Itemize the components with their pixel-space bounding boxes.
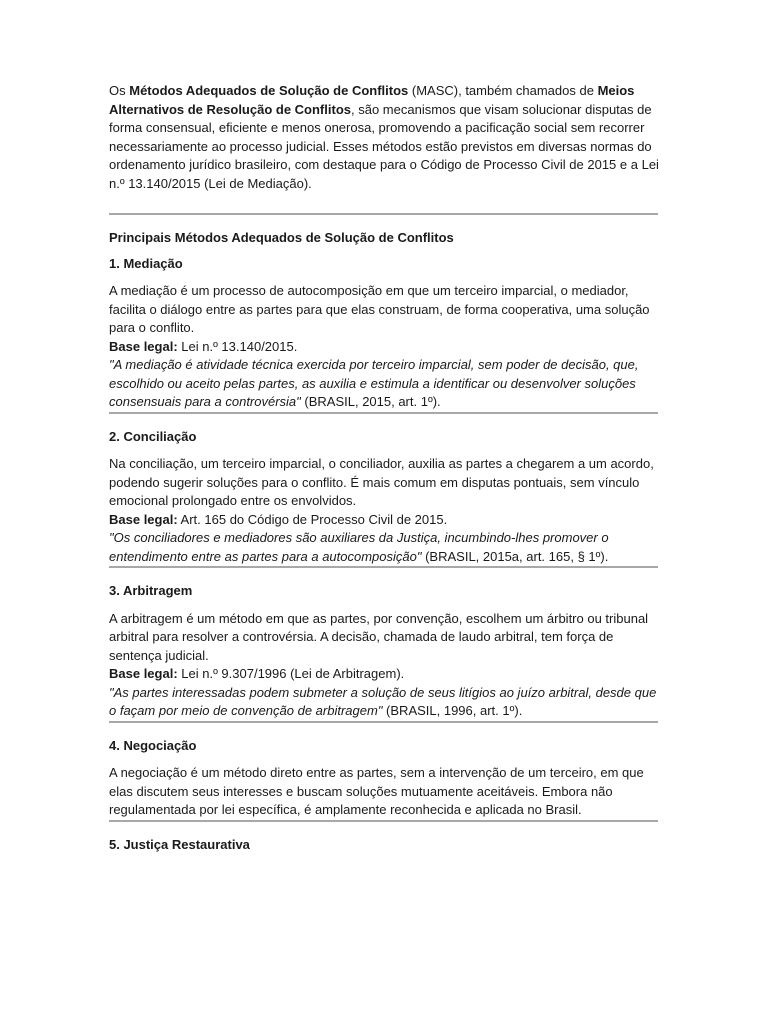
section-title-justica-restaurativa: 5. Justiça Restaurativa (109, 836, 250, 852)
section-description: A negociação é um método direto entre as partes, sem a intervenção de um terceiro, em que elas discutem seus interesses e buscam soluções mutuamente aceitáveis. Embora não regulamentada por lei específica, é amplamente reconhecida e aplicada no Brasil. (109, 765, 644, 817)
section-title-conciliacao: 2. Conciliação (109, 428, 197, 444)
intro-bold-1: Métodos Adequados de Solução de Conflitos (129, 83, 409, 98)
intro-text-2: (MASC), também chamados de (408, 83, 598, 98)
legal-citation: (BRASIL, 2015, art. 1º). (300, 394, 441, 409)
divider (109, 820, 658, 822)
section-body-arbitragem (109, 610, 661, 721)
section-description: A arbitragem é um método em que as partes, por convenção, escolhem um árbitro ou tribunal arbitral para resolver a controvérsia. A decisão, chamada de laudo arbitral, tem força de sentença judicial. (109, 610, 649, 663)
intro-text-1: Os (109, 83, 130, 98)
section-body-mediacao (109, 282, 661, 412)
section-title-negociacao: 4. Negociação (109, 737, 197, 753)
section-description: Na conciliação, um terceiro imparcial, o conciliador, auxilia as partes a chegarem a um acordo, podendo sugerir soluções para o conflito. É mais comum em disputas pontuais, sem vínculo emocional prolongado entre os envolvidos. (109, 456, 654, 508)
base-legal-value: Lei n.º 9.307/1996 (Lei de Arbitragem). (177, 666, 405, 681)
section-title-arbitragem: 3. Arbitragem (109, 583, 193, 598)
intro-text-3: , são mecanismos que visam solucionar disputas de forma consensual, eficiente e menos onerosa, promovendo a pacificação social sem recorrer necessariamente ao processo judicial. Esses métodos estão previstos em diversas normas do ordenamento jurídico brasileiro, com destaque para o Código de Processo Civil de 2015 e a Lei n.º 13.140/2015 (Lei de Mediação). (109, 101, 659, 191)
base-legal-value: Lei n.º 13.140/2015. (177, 338, 298, 354)
intro-paragraph (109, 82, 661, 193)
main-heading: Principais Métodos Adequados de Solução de Conflitos (109, 230, 454, 245)
section-body-conciliacao (109, 455, 661, 566)
intro-bold-2: Meios Alternativos de Resolução de Conflitos (109, 83, 635, 117)
divider (109, 213, 658, 215)
section-title-mediacao: 1. Mediação (109, 255, 183, 271)
legal-quote: "As partes interessadas podem submeter a solução de seus litígios ao juízo arbitral, desde que o façam por meio de convenção de arbitragem" (109, 684, 657, 718)
base-legal-label: Base legal: (109, 511, 178, 527)
legal-citation: (BRASIL, 1996, art. 1º). (382, 703, 523, 718)
base-legal-value: Art. 165 do Código de Processo Civil de 2015. (177, 511, 448, 527)
divider (109, 566, 658, 568)
divider (109, 412, 658, 414)
divider (109, 721, 658, 723)
document-body (109, 82, 661, 854)
legal-quote: "A mediação é atividade técnica exercida por terceiro imparcial, sem poder de decisão, que, escolhido ou aceito pelas partes, as auxilia e estimula a identificar ou desenvolver soluções consensuais para a controvérsia" (109, 357, 639, 409)
legal-quote: "Os conciliadores e mediadores são auxiliares da Justiça, incumbindo-lhes promover o entendimento entre as partes para a autocomposição" (109, 530, 609, 564)
base-legal-label: Base legal: (109, 666, 178, 681)
section-description: A mediação é um processo de autocomposição em que um terceiro imparcial, o mediador, facilita o diálogo entre as partes para que elas construam, de forma cooperativa, uma solução para o conflito. (109, 283, 650, 335)
base-legal-label: Base legal: (109, 338, 178, 354)
legal-citation: (BRASIL, 2015a, art. 165, § 1º). (421, 548, 609, 564)
section-body-negociacao (109, 764, 661, 820)
